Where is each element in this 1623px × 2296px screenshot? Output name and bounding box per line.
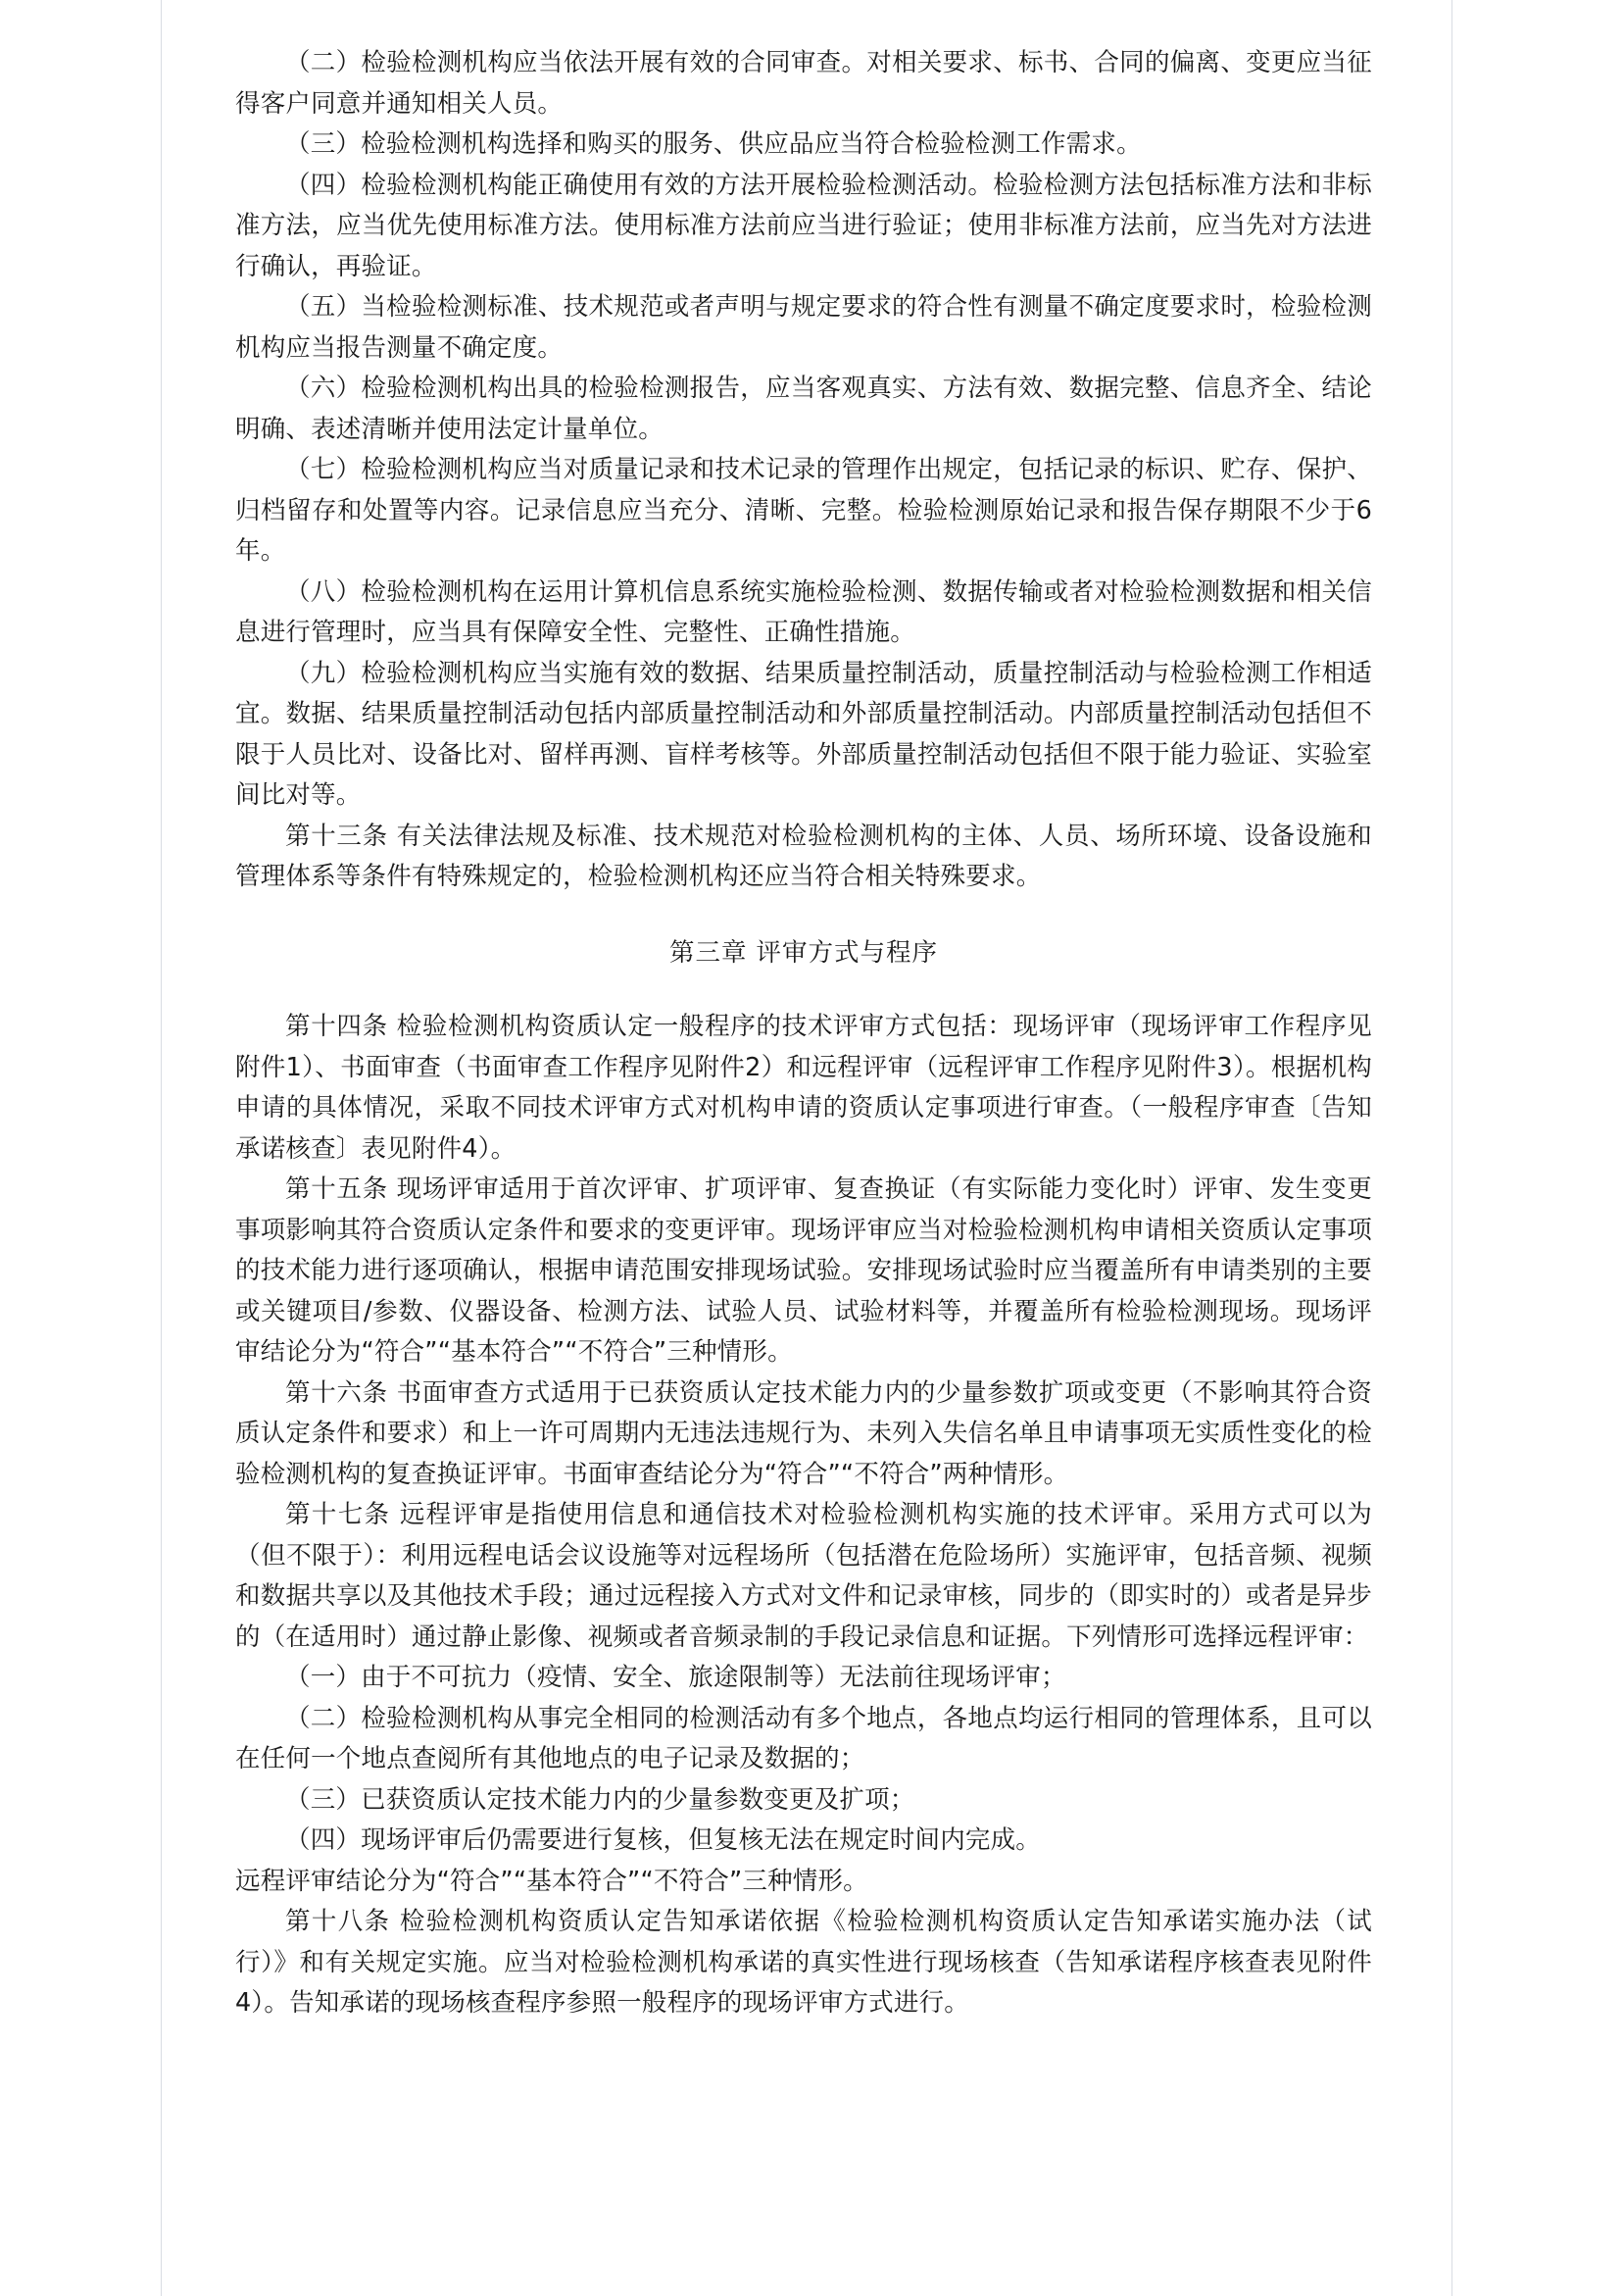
paragraph-article-14: 第十四条 检验检测机构资质认定一般程序的技术评审方式包括：现场评审（现场评审工作程序见附件1）、书面审查（书面审查工作程序见附件2）和远程评审（远程评审工作程序见附件3）。根据机构申请的具体情况，采取不同技术评审方式对机构申请的资质认定事项进行审查。（一般程序审查〔告知承诺核查〕表见附件4）。 [235,1012,1372,1164]
paragraph-article-17-item-2: （二）检验检测机构从事完全相同的检测活动有多个地点，各地点均运行相同的管理体系，且可以在任何一个地点查阅所有其他地点的电子记录及数据的； [235,1703,1372,1773]
paragraph-article-17: 第十七条 远程评审是指使用信息和通信技术对检验检测机构实施的技术评审。采用方式可以为（但不限于）：利用远程电话会议设施等对远程场所（包括潜在危险场所）实施评审，包括音频、视频和数据共享以及其他技术手段；通过远程接入方式对文件和记录审核，同步的（即实时的）或者是异步的（在适用时）通过静止影像、视频或者音频录制的手段记录信息和证据。下列情形可选择远程评审： [235,1500,1372,1652]
paragraph-article-18: 第十八条 检验检测机构资质认定告知承诺依据《检验检测机构资质认定告知承诺实施办法（试行）》和有关规定实施。应当对检验检测机构承诺的真实性进行现场核查（告知承诺程序核查表见附件4）。告知承诺的现场核查程序参照一般程序的现场评审方式进行。 [235,1907,1372,2018]
paragraph-item-5: （五）当检验检测标准、技术规范或者声明与规定要求的符合性有测量不确定度要求时，检验检测机构应当报告测量不确定度。 [235,292,1372,363]
page-frame-left-rule [161,0,162,2296]
paragraph-item-7: （七）检验检测机构应当对质量记录和技术记录的管理作出规定，包括记录的标识、贮存、保护、归档留存和处置等内容。记录信息应当充分、清晰、完整。检验检测原始记录和报告保存期限不少于6年。 [235,455,1372,566]
paragraph-article-16: 第十六条 书面审查方式适用于已获资质认定技术能力内的少量参数扩项或变更（不影响其符合资质认定条件和要求）和上一许可周期内无违法违规行为、未列入失信名单且申请事项无实质性变化的检验检测机构的复查换证评审。书面审查结论分为“符合”“不符合”两种情形。 [235,1377,1372,1489]
page-frame-right-rule [1451,0,1452,2296]
paragraph-item-2: （二）检验检测机构应当依法开展有效的合同审查。对相关要求、标书、合同的偏离、变更应当征得客户同意并通知相关人员。 [235,48,1372,119]
paragraph-article-17-item-3: （三）已获资质认定技术能力内的少量参数变更及扩项； [285,1784,915,1815]
paragraph-item-4: （四）检验检测机构能正确使用有效的方法开展检验检测活动。检验检测方法包括标准方法和非标准方法，应当优先使用标准方法。使用标准方法前应当进行验证；使用非标准方法前，应当先对方法进行确认，再验证。 [235,170,1372,281]
paragraph-item-3: （三）检验检测机构选择和购买的服务、供应品应当符合检验检测工作需求。 [285,129,1142,159]
paragraph-article-17-item-1: （一）由于不可抗力（疫情、安全、旅途限制等）无法前往现场评审； [285,1663,1066,1692]
paragraph-article-13: 第十三条 有关法律法规及标准、技术规范对检验检测机构的主体、人员、场所环境、设备设施和管理体系等条件有特殊规定的，检验检测机构还应当符合相关特殊要求。 [235,821,1372,891]
document-body [235,43,1372,2024]
paragraph-article-15: 第十五条 现场评审适用于首次评审、扩项评审、复查换证（有实际能力变化时）评审、发生变更事项影响其符合资质认定条件和要求的变更评审。现场评审应当对检验检测机构申请相关资质认定事项的技术能力进行逐项确认，根据申请范围安排现场试验。安排现场试验时应当覆盖所有申请类别的主要或关键项目/参数、仪器设备、检测方法、试验人员、试验材料等，并覆盖所有检验检测现场。现场评审结论分为“符合”“基本符合”“不符合”三种情形。 [235,1174,1372,1367]
paragraph-item-6: （六）检验检测机构出具的检验检测报告，应当客观真实、方法有效、数据完整、信息齐全、结论明确、表述清晰并使用法定计量单位。 [235,374,1372,444]
paragraph-item-8: （八）检验检测机构在运用计算机信息系统实施检验检测、数据传输或者对检验检测数据和相关信息进行管理时，应当具有保障安全性、完整性、正确性措施。 [235,576,1372,647]
paragraph-item-9: （九）检验检测机构应当实施有效的数据、结果质量控制活动，质量控制活动与检验检测工作相适宜。数据、结果质量控制活动包括内部质量控制活动和外部质量控制活动。内部质量控制活动包括但不限于人员比对、设备比对、留样再测、盲样考核等。外部质量控制活动包括但不限于能力验证、实验室间比对等。 [235,658,1372,810]
paragraph-remote-conclusion: 远程评审结论分为“符合”“基本符合”“不符合”三种情形。 [235,1866,868,1896]
paragraph-article-17-item-4: （四）现场评审后仍需要进行复核，但复核无法在规定时间内完成。 [285,1825,1042,1855]
chapter-heading: 第三章 评审方式与程序 [668,937,939,968]
